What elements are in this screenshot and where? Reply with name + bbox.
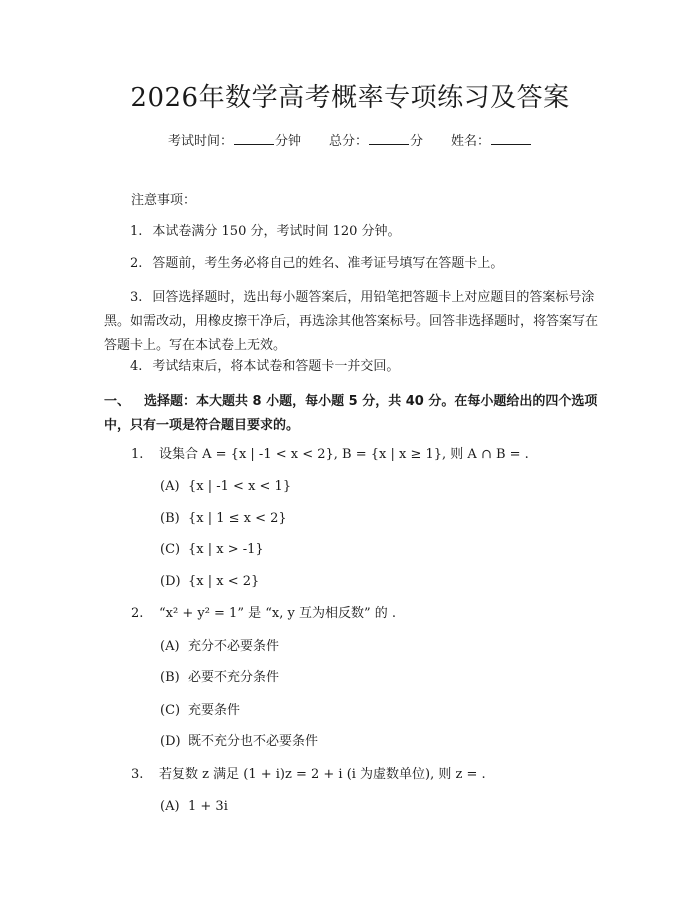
option-label: (C) — [160, 703, 181, 718]
notice-item — [104, 286, 598, 358]
option-label: (A) — [160, 479, 180, 494]
section-heading — [104, 390, 604, 438]
time-label: 考试时间： — [167, 134, 233, 149]
name-label: 姓名： — [451, 134, 491, 149]
score-blank[interactable] — [369, 132, 409, 145]
time-blank[interactable] — [234, 132, 274, 145]
name-blank[interactable] — [491, 132, 531, 145]
option-label: (B) — [160, 670, 180, 685]
option-label: (D) — [160, 734, 181, 749]
notice-item-text: 回答选择题时，选出每小题答案后，用铅笔把答题卡上对应题目的答案标号涂黑。如需改动，用橡皮擦干净后，再选涂其他答案标号。回答非选择题时，将答案写在答题卡上。写在本试卷上无效。 — [104, 290, 599, 353]
option-text: 既不充分也不必要条件 — [188, 734, 319, 749]
option[interactable] — [160, 541, 264, 559]
notice-heading: 注意事项： — [131, 193, 197, 208]
option-text: 充要条件 — [188, 703, 241, 718]
score-unit: 分 — [410, 134, 424, 149]
option[interactable] — [160, 702, 240, 720]
option-text: 1 + 3i — [188, 799, 228, 814]
section-num: 一、 — [104, 394, 131, 409]
question-number: 3. — [131, 767, 144, 782]
notice-item-text: 考试结束后，将本试卷和答题卡一并交回。 — [152, 359, 400, 374]
exam-info-line — [0, 132, 700, 151]
option-text: 充分不必要条件 — [188, 639, 280, 654]
section-text: 选择题：本大题共 8 小题，每小题 5 分，共 40 分。在每小题给出的四个选项中，只有一项是符合题目要求的。 — [104, 394, 598, 433]
time-unit: 分钟 — [274, 134, 301, 149]
option[interactable] — [160, 573, 259, 591]
option[interactable] — [160, 510, 287, 528]
option-label: (C) — [160, 542, 181, 557]
option[interactable] — [160, 638, 279, 656]
option[interactable] — [160, 478, 291, 496]
notice-item-num: 1. — [130, 224, 143, 239]
notice-item — [104, 355, 598, 379]
question-stem: 若复数 z 满足 (1 + i)z = 2 + i (i 为虚数单位), 则 z = . — [159, 767, 486, 782]
notice-item-text: 本试卷满分 150 分，考试时间 120 分钟。 — [152, 224, 401, 239]
option[interactable] — [160, 733, 318, 751]
page-title: 2026年数学高考概率专项练习及答案 — [130, 83, 570, 113]
notice-item-num: 3. — [130, 290, 143, 305]
question-number: 1. — [131, 447, 144, 462]
question-number: 2. — [131, 606, 144, 621]
notice-item — [104, 220, 598, 244]
notice-item-text: 答题前，考生务必将自己的姓名、准考证号填写在答题卡上。 — [152, 256, 504, 271]
score-label: 总分： — [328, 134, 368, 149]
notice-item-num: 2. — [130, 256, 143, 271]
option-text: 必要不充分条件 — [188, 670, 280, 685]
option-label: (B) — [160, 511, 180, 526]
option-text: {x | 1 ≤ x < 2} — [188, 511, 287, 526]
notice-item-num: 4. — [130, 359, 143, 374]
question-stem: “x² + y² = 1” 是 “x, y 互为相反数” 的 . — [159, 606, 397, 621]
question-stem: 设集合 A = {x | -1 < x < 2}, B = {x | x ≥ 1}, 则 A ∩ B = . — [159, 447, 529, 462]
option[interactable] — [160, 669, 279, 687]
option-label: (D) — [160, 574, 181, 589]
option[interactable] — [160, 798, 228, 816]
option-label: (A) — [160, 799, 180, 814]
option-text: {x | x > -1} — [188, 542, 264, 557]
option-text: {x | -1 < x < 1} — [188, 479, 292, 494]
option-text: {x | x < 2} — [188, 574, 260, 589]
option-label: (A) — [160, 639, 180, 654]
notice-item — [104, 252, 598, 276]
